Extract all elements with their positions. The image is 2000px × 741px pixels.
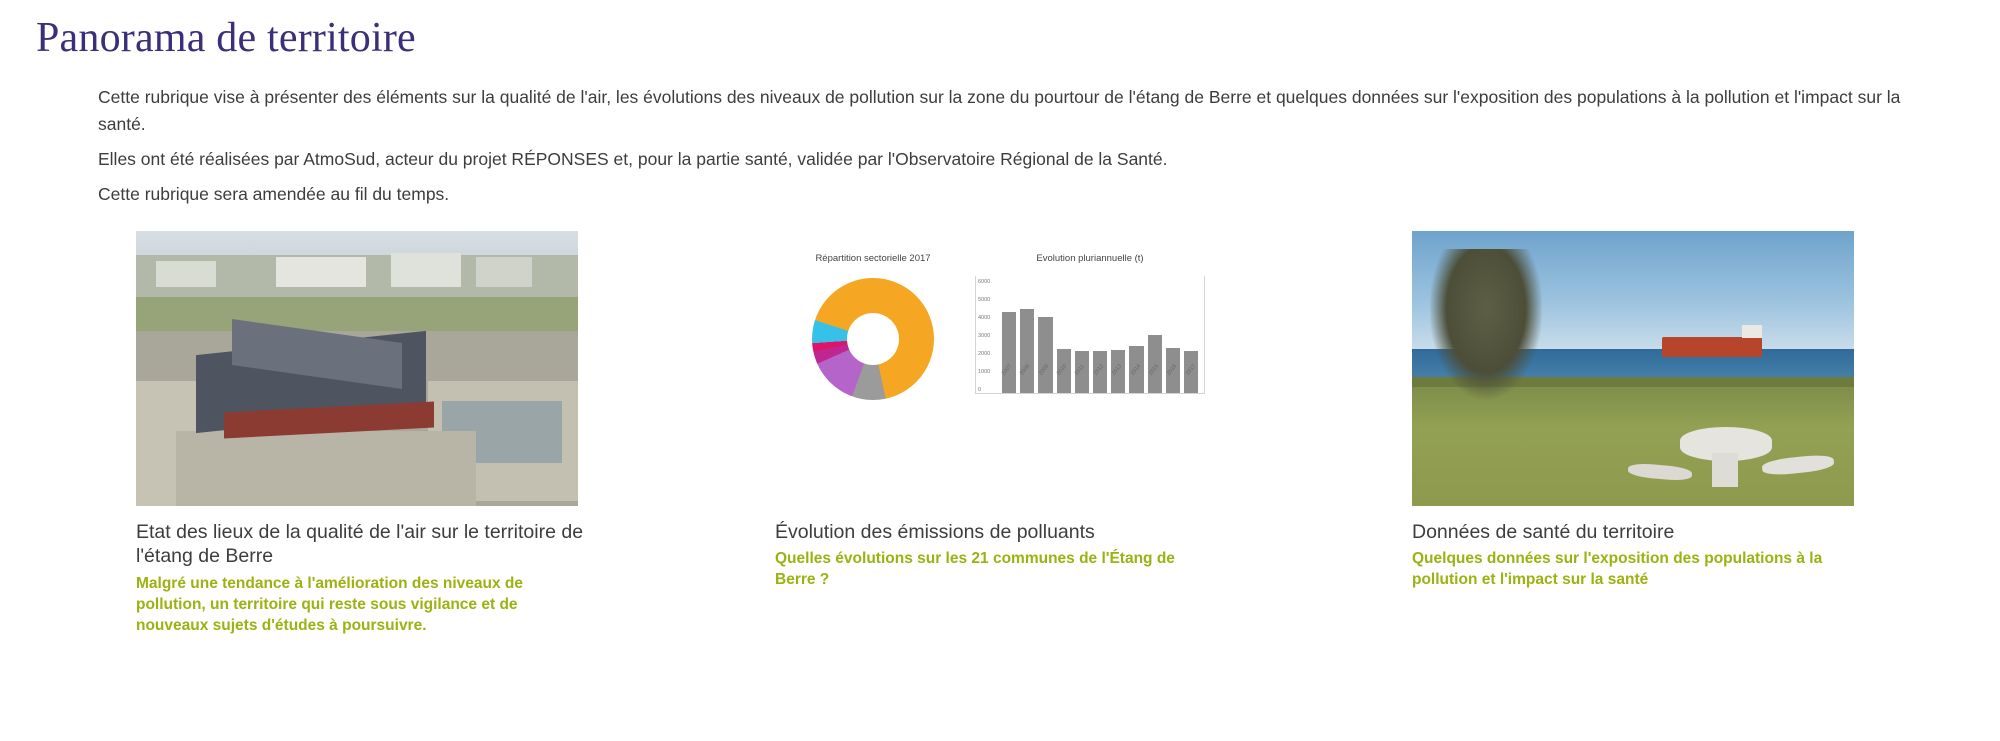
bar-chart-title: Evolution pluriannuelle (t) (1036, 252, 1144, 264)
pie-chart-title: Répartition sectorielle 2017 (815, 252, 931, 264)
y-tick-5000: 5000 (978, 296, 991, 303)
page-title: Panorama de territoire (36, 15, 416, 61)
bar-chart-x-axis-labels (1001, 362, 1199, 379)
card-title[interactable]: Données de santé du territoire (1412, 520, 1675, 543)
x-tick-2017: 2017 (1184, 362, 1197, 377)
pie-chart-repartition-sectorielle (783, 253, 963, 400)
bar-2007 (1002, 312, 1016, 392)
x-tick-2014: 2014 (1129, 362, 1142, 377)
card-image-aerial-building[interactable] (136, 231, 578, 506)
x-tick-2008: 2008 (1019, 362, 1032, 377)
card-subtitle: Malgré une tendance à l'amélioration des niveaux de pollution, un territoire qui reste sous vigilance et de nouveaux sujets d'études à poursuivre. (136, 575, 524, 634)
card-title[interactable]: Etat des lieux de la qualité de l'air sur le territoire de l'étang de Berre (136, 520, 584, 568)
bar-chart-evolution-pluriannuelle (975, 253, 1205, 394)
charts-figure (775, 253, 1217, 453)
y-tick-3000: 3000 (978, 332, 991, 339)
x-tick-2012: 2012 (1092, 362, 1106, 377)
card-image-charts[interactable] (775, 231, 1217, 506)
intro-text-block (98, 84, 1938, 209)
intro-paragraph-1: Cette rubrique vise à présenter des éléments sur la qualité de l'air, les évolutions des niveaux de pollution sur la zone du pourtour de l'étang de Berre et quelques données sur l'exposition des populations à la pollution et l'impact sur la santé. (98, 87, 1901, 135)
card-title[interactable]: Évolution des émissions de polluants (775, 520, 1095, 543)
x-tick-2016: 2016 (1166, 362, 1179, 377)
x-tick-2009: 2009 (1037, 362, 1050, 377)
bar-2009 (1038, 317, 1052, 393)
card-evolution-emissions[interactable] (775, 231, 1235, 591)
bar-2008 (1020, 309, 1034, 393)
intro-paragraph-3: Cette rubrique sera amendée au fil du temps. (98, 184, 450, 205)
intro-paragraph-2: Elles ont été réalisées par AtmoSud, acteur du projet RÉPONSES et, pour la partie santé, validée par l'Observatoire Régional de la Santé. (98, 149, 1168, 170)
card-donnees-sante[interactable] (1412, 231, 1862, 591)
x-tick-2010: 2010 (1056, 362, 1069, 377)
card-subtitle: Quelques données sur l'exposition des populations à la pollution et l'impact sur la santé (1412, 550, 1823, 589)
y-tick-6000: 6000 (978, 278, 991, 285)
pie-chart-donut (812, 278, 934, 400)
card-subtitle: Quelles évolutions sur les 21 communes de l'Étang de Berre ? (775, 550, 1175, 589)
y-tick-4000: 4000 (978, 314, 991, 321)
x-tick-2011: 2011 (1074, 363, 1087, 377)
card-list (0, 231, 2000, 651)
y-tick-1000: 1000 (978, 368, 991, 375)
y-tick-2000: 2000 (978, 350, 991, 357)
x-tick-2013: 2013 (1111, 362, 1124, 377)
x-tick-2015: 2015 (1147, 362, 1161, 377)
y-tick-0: 0 (978, 386, 982, 393)
card-etat-des-lieux[interactable] (136, 231, 586, 637)
card-image-seaside[interactable] (1412, 231, 1854, 506)
x-tick-2007: 2007 (1001, 362, 1014, 377)
